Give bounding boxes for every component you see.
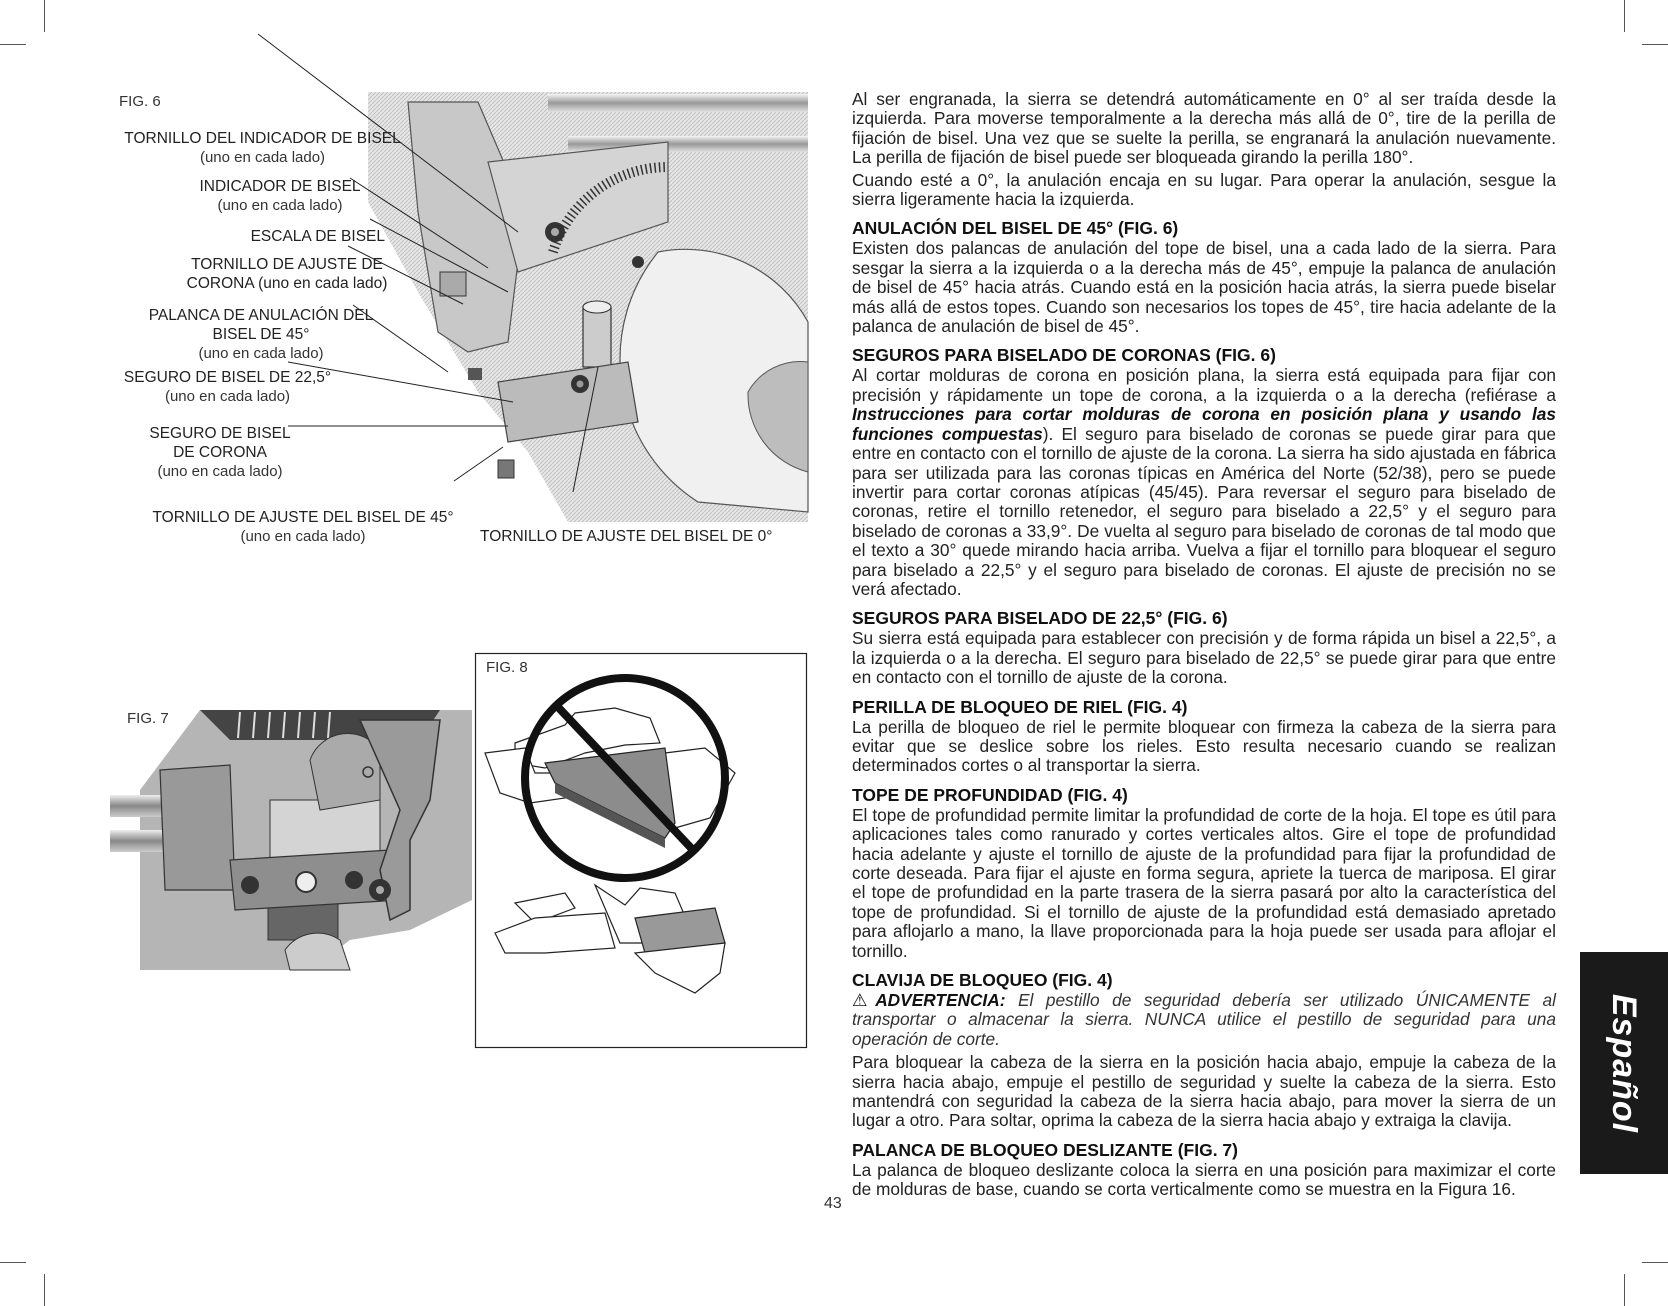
crop-mark — [1624, 0, 1625, 32]
callout-bevel-pointer-screw — [120, 129, 405, 167]
section-heading: ANULACIÓN DEL BISEL DE 45° (FIG. 6) — [852, 218, 1179, 239]
crop-mark — [0, 44, 26, 45]
section-heading: SEGUROS PARA BISELADO DE 22,5° (FIG. 6) — [852, 608, 1228, 629]
callout-line: SEGURO DE BISEL — [149, 425, 291, 442]
paragraph — [852, 366, 1556, 599]
section-heading: CLAVIJA DE BLOQUEO (FIG. 4) — [852, 970, 1113, 991]
callout-sub: (uno en cada lado) — [157, 463, 283, 480]
callout-sub: (uno en cada lado) — [164, 388, 291, 405]
callout-title: ESCALA DE BISEL — [250, 228, 385, 245]
callout-title: TORNILLO DE AJUSTE DEL BISEL DE 0° — [480, 528, 773, 545]
paragraph: Para bloquear la cabeza de la sierra en la posición hacia abajo, empuje la cabeza de la sierra hacia abajo, empuje el pestillo de seguridad y suelte la cabeza de la sierra. Esto mantendrá con seguridad la cabeza de la sierra hacia abajo, para mover la sierra de un lugar a otro. Para soltar, oprima la cabeza de la sierra hacia abajo y extraiga la clavija. — [852, 1052, 1556, 1131]
callout-title: TORNILLO DEL INDICADOR DE BISEL — [124, 130, 401, 147]
callout-45-adjust-screw — [148, 508, 458, 546]
callout-crown-bevel-stop — [140, 424, 300, 481]
warning-label: ADVERTENCIA: — [875, 990, 1006, 1011]
callout-sub: (uno en cada lado) — [198, 345, 324, 362]
callout-line: DE CORONA — [173, 444, 267, 461]
callout-sub: (uno en cada lado) — [199, 149, 326, 166]
callout-line: BISEL DE 45° — [212, 326, 310, 343]
fig8-frame — [475, 653, 807, 1048]
callout-sub: (uno en cada lado) — [240, 528, 366, 545]
fig7-label: FIG. 7 — [127, 710, 169, 727]
callout-crown-adjust-screw — [182, 255, 392, 293]
paragraph: Al ser engranada, la sierra se detendrá automáticamente en 0° al ser traída desde la izquierda. Para moverse temporalmente a la derecha más allá de 0°, tire de la perilla de fijación de bisel. Una vez que se suelte la perilla, se engranará la anulación nuevamente. La perilla de fijación de bisel puede ser bloqueada girando la perilla 180°. — [852, 89, 1556, 168]
page-number: 43 — [824, 1195, 842, 1212]
paragraph: El tope de profundidad permite limitar la profundidad de corte de la hoja. El tope es útil para aplicaciones tales como ranurado y cortes verticales altos. Gire el tope de profundidad hacia adelante y ajuste el tornillo de ajuste de la profundidad para fijar la profundidad de corte deseada. Para fijar el ajuste en forma segura, apriete la tuerca de mariposa. El girar el tope de profundidad en la parte trasera de la sierra pasará por alto la característica del tope de profundidad. Si el tornillo de ajuste de la profundidad está demasiado apretado para aflojarlo a mano, la llave proporcionada para la hoja puede ser usada para aflojar el tornillo. — [852, 804, 1556, 961]
callout-line: PALANCA DE ANULACIÓN DEL — [148, 307, 374, 324]
warning-icon: ⚠ — [852, 990, 876, 1011]
crop-mark — [44, 0, 45, 32]
callout-title: INDICADOR DE BISEL — [199, 178, 361, 195]
emphasis-reference: Instrucciones para cortar molduras de corona en posición plana y usando las funciones compuestas — [852, 404, 1556, 444]
callout-title: SEGURO DE BISEL DE 22,5° — [123, 369, 332, 386]
paragraph: Su sierra está equipada para establecer con precisión y de forma rápida un bisel a 22,5°, a la izquierda o a la derecha. El seguro para biselado de 22,5° se puede girar para que entre en contacto con el tornillo de ajuste de la corona. — [852, 628, 1556, 688]
instructions-text — [852, 90, 1556, 1203]
fig8-label: FIG. 8 — [486, 659, 528, 676]
fig6-illustration — [368, 92, 808, 512]
crop-mark — [0, 1262, 26, 1263]
callout-title: TORNILLO DE AJUSTE DEL BISEL DE 45° — [152, 509, 454, 526]
warning-text: El pestillo de seguridad debería ser utilizado ÚNICAMENTE al transportar o almacenar la sierra. NUNCA utilice el pestillo de seguridad para una operación de corte. — [852, 990, 1556, 1049]
warning-note — [852, 991, 1556, 1049]
paragraph: Cuando esté a 0°, la anulación encaja en su lugar. Para operar la anulación, sesgue la sierra ligeramente hacia la izquierda. — [852, 169, 1556, 210]
section-heading: PALANCA DE BLOQUEO DESLIZANTE (FIG. 7) — [852, 1139, 1238, 1160]
paragraph-text: Al cortar molduras de corona en posición plana, la sierra está equipada para fijar con precisión y rápidamente un tope de corona, a la izquierda o a la derecha (refiérase a — [852, 365, 1556, 405]
paragraph-text: ). El seguro para biselado de coronas se puede girar para que entre en contacto con el tornillo de ajuste de la corona. La sierra ha sido ajustada en fábrica para ser utilizada para las coronas típicas en América del Norte (52/38), pero se puede invertir para cortar coronas atípicas (45/45). Para reversar el seguro para biselado de coronas, retire el tornillo retenedor, el seguro para biselado a 22,5° y el seguro para biselado de coronas a 33,9°. De vuelta al seguro para biselado de coronas de tal modo que el texto a 30° quede mirando hacia arriba. Vuelva a fijar el tornillo para bloquear el seguro para biselado a 22,5° y el seguro para biselado de coronas. El ajuste de precisión no se verá afectado. — [852, 423, 1556, 599]
paragraph: Existen dos palancas de anulación del tope de bisel, una a cada lado de la sierra. Para sesgar la sierra a la izquierda o a la derecha más de 45°, empuje la palanca de anulación de bisel de 45° hacia atrás. Cuando está en la posición hacia atrás, la sierra puede biselar más allá de estos topes. Cuando son necesarios los topes de 45°, tire hacia adelante de la palanca de anulación de bisel de 45°. — [852, 238, 1556, 337]
callout-sub: (uno en cada lado) — [217, 197, 343, 214]
callout-bevel-pointer — [190, 177, 370, 215]
crop-mark — [1642, 44, 1668, 45]
callout-0-adjust-screw — [480, 527, 785, 546]
paragraph: La palanca de bloqueo deslizante coloca la sierra en una posición para maximizar el corte de molduras de base, cuando se corta verticalmente como se muestra en la Figura 16. — [852, 1159, 1556, 1200]
section-heading: PERILLA DE BLOQUEO DE RIEL (FIG. 4) — [852, 696, 1188, 717]
language-tab — [1580, 952, 1668, 1174]
fig6-label: FIG. 6 — [119, 93, 161, 110]
callout-line: TORNILLO DE AJUSTE DE — [191, 256, 383, 273]
section-heading: TOPE DE PROFUNDIDAD (FIG. 4) — [852, 784, 1128, 805]
callout-22-5-stop — [120, 368, 335, 406]
fig7-illustration — [110, 700, 472, 970]
crop-mark — [44, 1274, 45, 1306]
callout-line: CORONA (uno en cada lado) — [186, 275, 388, 292]
paragraph: La perilla de bloqueo de riel le permite bloquear con firmeza la cabeza de la sierra para evitar que se deslice sobre los rieles. Esto resulta necesario cuando se realizan determinados cortes o al transportar la sierra. — [852, 716, 1556, 776]
language-tab-label: Español — [1605, 993, 1644, 1133]
callout-45-override-lever — [146, 306, 376, 363]
callout-bevel-scale — [245, 227, 385, 246]
crop-mark — [1642, 1262, 1668, 1263]
section-heading: SEGUROS PARA BISELADO DE CORONAS (FIG. 6) — [852, 345, 1276, 366]
crop-mark — [1624, 1274, 1625, 1306]
